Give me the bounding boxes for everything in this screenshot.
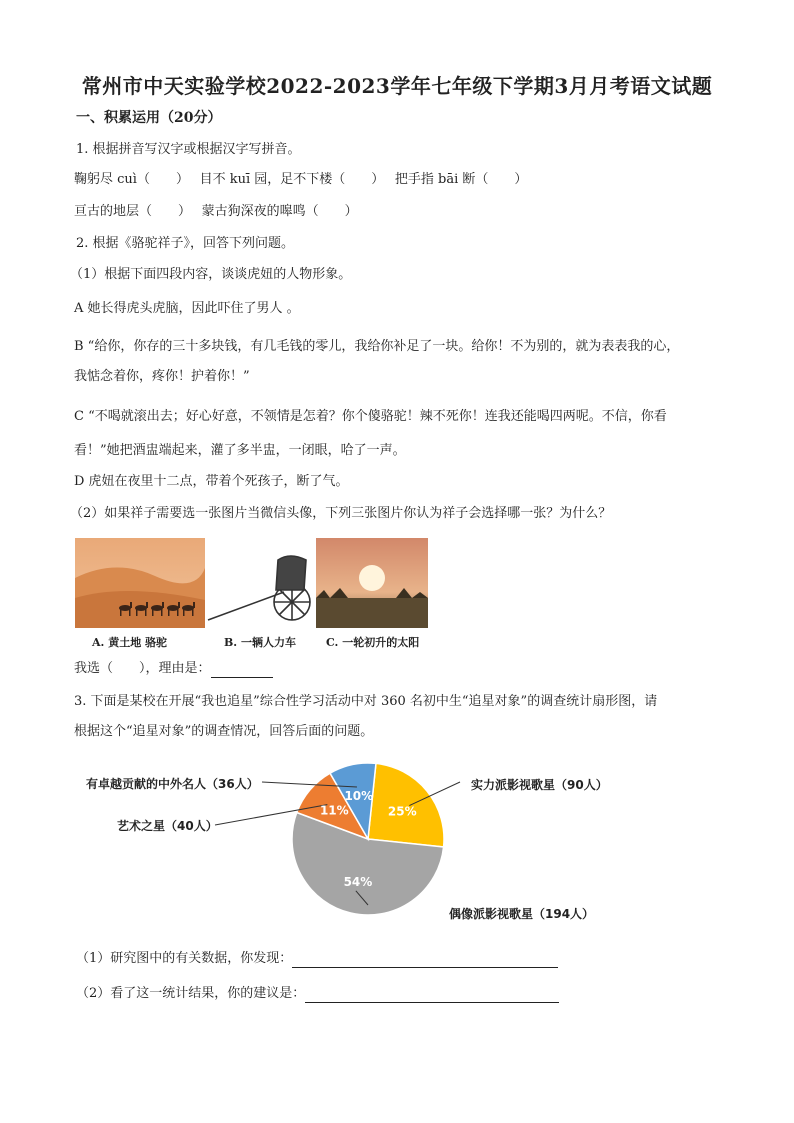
image-caption-a: A. 黄土地 骆驼: [92, 636, 168, 649]
question-1-row-1: 鞠躬尽 cuì（ ） 目不 kuī 园，足不下楼（ ） 把手指 bāi 断（ ）: [74, 172, 528, 187]
option-b-line-2: 我惦念着你，疼你！护着你！”: [74, 369, 250, 384]
answer-prompt: 我选（ ），理由是：: [74, 661, 211, 676]
question-2-sub-2: （2）如果祥子需要选一张图片当微信头像，下列三张图片你认为祥子会选择哪一张？为什么？: [70, 506, 612, 521]
pie-percent-label: 11%: [319, 803, 349, 818]
answer-blank[interactable]: [305, 988, 559, 1003]
question-3-sub-2-prompt: （2）看了这一统计结果，你的建议是：: [76, 986, 306, 1001]
desert-camel-image: [75, 538, 205, 628]
rickshaw-image: [206, 538, 314, 628]
answer-blank[interactable]: [211, 663, 273, 678]
sunrise-image: [316, 538, 428, 628]
question-2-stem: 2. 根据《骆驼祥子》，回答下列问题。: [76, 236, 295, 251]
image-caption-c: C. 一轮初升的太阳: [326, 636, 420, 649]
question-1-stem: 1. 根据拼音写汉字或根据汉字写拼音。: [76, 142, 301, 157]
option-c-line-2: 看！”她把酒盅端起来，灌了多半盅，一闭眼，哈了一声。: [74, 443, 406, 458]
page-title: 常州市中天实验学校2022-2023学年七年级下学期3月月考语文试题: [81, 74, 713, 98]
pie-legend-label: 有卓越贡献的中外名人（36人）: [86, 777, 259, 791]
option-b-line-1: B “给你，你存的三十多块钱，有几毛钱的零儿，我给你补足了一块。给你！不为别的，就为表表我的心，: [74, 339, 680, 354]
pie-percent-label: 10%: [344, 788, 374, 803]
option-a: A 她长得虎头虎脑，因此吓住了男人 。: [74, 301, 300, 316]
answer-blank[interactable]: [292, 953, 558, 968]
answer-line: [74, 660, 273, 678]
pie-legend-label: 艺术之星（40人）: [117, 819, 218, 833]
question-1-row-2: 亘古的地层（ ） 蒙古狗深夜的嗥鸣（ ）: [74, 204, 358, 219]
pie-legend-label: 实力派影视歌星（90人）: [471, 778, 608, 792]
section-heading: 一、积累运用（20分）: [76, 110, 222, 126]
pie-legend-label: 偶像派影视歌星（194人）: [449, 907, 595, 921]
question-2-sub-1: （1）根据下面四段内容，谈谈虎妞的人物形象。: [70, 267, 352, 282]
pie-percent-label: 54%: [343, 874, 373, 889]
question-3-stem-1: 3. 下面是某校在开展“我也追星”综合性学习活动中对 360 名初中生“追星对象”的调查统计扇形图，请: [74, 694, 658, 709]
question-3-sub-1-prompt: （1）研究图中的有关数据，你发现：: [76, 951, 293, 966]
image-caption-b: B. 一辆人力车: [224, 636, 296, 649]
option-d: D 虎妞在夜里十二点，带着个死孩子，断了气。: [74, 474, 349, 489]
pie-percent-label: 25%: [387, 804, 417, 819]
question-3-sub-1: [76, 950, 558, 968]
question-3-stem-2: 根据这个“追星对象”的调查情况，回答后面的问题。: [74, 724, 374, 739]
option-c-line-1: C “不喝就滚出去；好心好意，不领情是怎着？你个傻骆驼！辣不死你！连我还能喝四两呢。不信，你看: [74, 409, 667, 424]
question-3-sub-2: [76, 985, 559, 1003]
